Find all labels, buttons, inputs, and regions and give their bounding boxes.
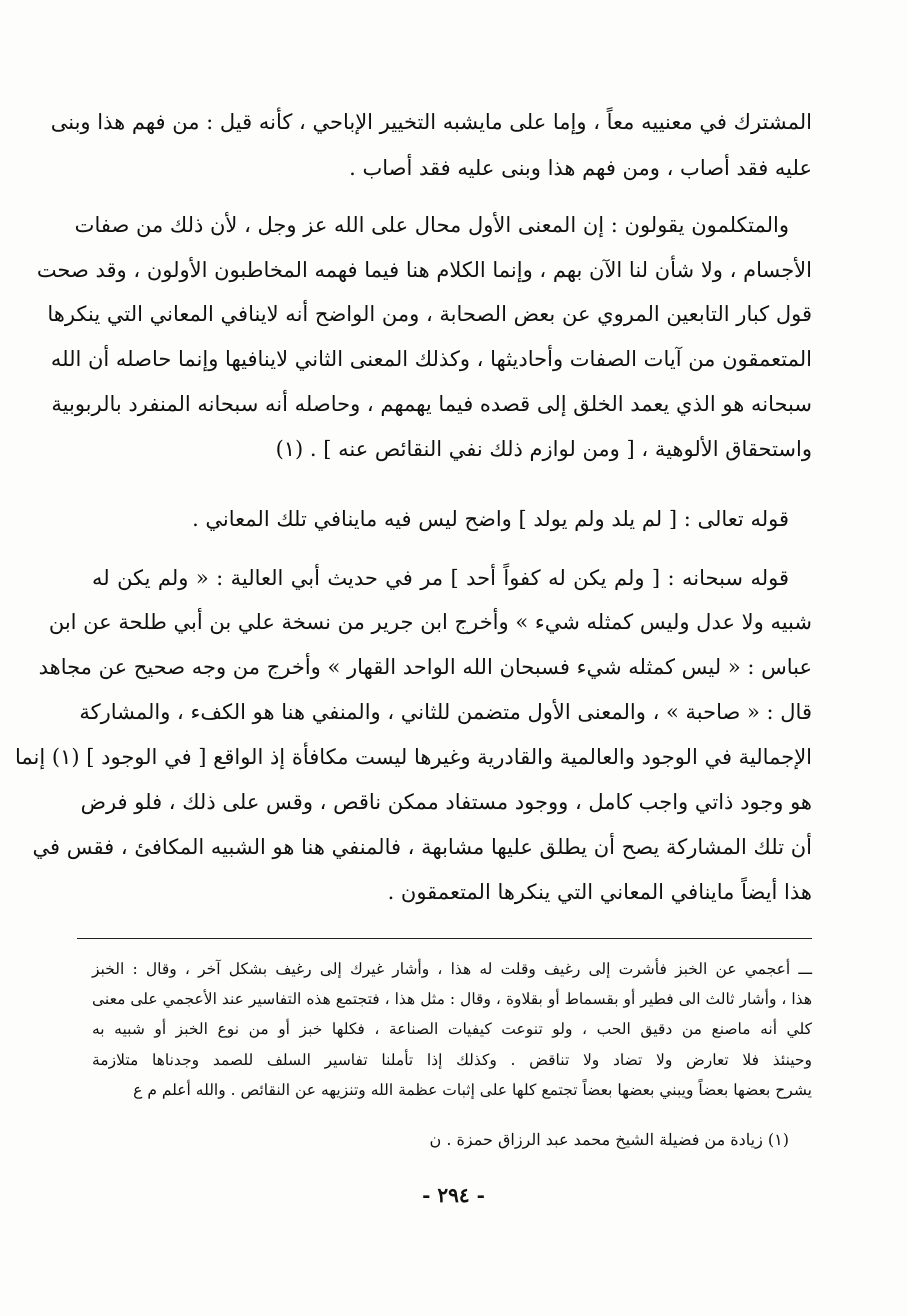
text-line: والمتكلمون يقولون : إن المعنى الأول محال على الله عز وجل ، لأن ذلك من صفات: [74, 213, 789, 237]
text-line: أن تلك المشاركة يصح أن يطلق عليها مشابهة ، فالمنفي هنا هو الشبيه المكافئ ، فقس في: [32, 835, 812, 859]
footnote-line: ـــ أعجمي عن الخبز فأشرت إلى رغيف وقلت له هذا ، وأشار غيرك إلى رغيف بشكل آخر ، وقال : الخبز: [92, 960, 812, 978]
page-number: - ٢٩٤ -: [422, 1183, 485, 1207]
text-line: الإجمالية في الوجود والعالمية والقادرية وغيرها ليست مكافأة إذ الواقع [ في الوجود ] (١) إنما: [15, 745, 812, 769]
text-line: الأجسام ، ولا شأن لنا الآن بهم ، وإنما الكلام هنا فيما فهمه المخاطبون الأولون ، وقد صحت: [36, 258, 812, 282]
footnote-line: هذا ، وأشار ثالث الى فطير أو بقسماط أو بقلاوة ، وقال : مثل هذا ، فتجتمع هذه التفاسير عند الأعجمي على معنى: [92, 990, 812, 1008]
footnote-line: يشرح بعضها بعضاً ويبني بعضها بعضاً تجتمع كلها على إثبات عظمة الله وتنزيهه عن النقائص . والله أعلم م ع: [133, 1081, 812, 1099]
text-line: المشترك في معنييه معاً ، وإما على مايشبه التخيير الإباحي ، كأنه قيل : من فهم هذا وبنى: [50, 110, 812, 134]
text-line: قوله سبحانه : [ ولم يكن له كفواً أحد ] مر في حديث أبي العالية : « ولم يكن له: [92, 566, 789, 590]
text-line: قال : « صاحبة » ، والمعنى الأول متضمن للثاني ، والمنفي هنا هو الكفء ، والمشاركة: [79, 700, 812, 724]
text-line: سبحانه هو الذي يعمد الخلق إلى قصده فيما يهمهم ، وحاصله أنه سبحانه المنفرد بالربوبية: [51, 392, 812, 416]
footnote-note: (١) زيادة من فضيلة الشيخ محمد عبد الرزاق حمزة . ن: [429, 1130, 789, 1149]
text-line: قول كبار التابعين المروي عن بعض الصحابة ، ومن الواضح أنه لاينافي المعاني التي ينكرها: [47, 302, 812, 326]
footnote-divider: [77, 938, 812, 939]
text-line: قوله تعالى : [ لم يلد ولم يولد ] واضح ليس فيه ماينافي تلك المعاني .: [192, 507, 789, 531]
text-line: المتعمقون من آيات الصفات وأحاديثها ، وكذلك المعنى الثاني لاينافيها وإنما حاصله أن الله: [50, 347, 812, 371]
text-line: هذا أيضاً ماينافي المعاني التي ينكرها المتعمقون .: [387, 880, 812, 904]
text-line: عباس : « ليس كمثله شيء فسبحان الله الواحد القهار » وأخرج من وجه صحيح عن مجاهد: [38, 655, 812, 679]
text-line: عليه فقد أصاب ، ومن فهم هذا وبنى عليه فقد أصاب .: [349, 156, 812, 180]
footnote-line: كلي أنه ماصنع من دقيق الحب ، ولو تنوعت كيفيات الصناعة ، فكلها خبز أو من نوع الخبز أو شبيه به: [92, 1020, 812, 1038]
text-line: واستحقاق الألوهية ، [ ومن لوازم ذلك نفي النقائص عنه ] . (١): [275, 437, 812, 461]
footnote-line: وحينئذ فلا تعارض ولا تضاد ولا تناقض . وكذلك إذا تأملنا تفاسير السلف للصمد وجدناها متلازمة: [92, 1051, 812, 1069]
text-line: هو وجود ذاتي واجب كامل ، ووجود مستفاد ممكن ناقص ، وقس على ذلك ، فلو فرض: [80, 790, 812, 814]
text-line: شبيه ولا عدل وليس كمثله شيء » وأخرج ابن جرير من نسخة علي بن أبي طلحة عن ابن: [48, 610, 812, 634]
